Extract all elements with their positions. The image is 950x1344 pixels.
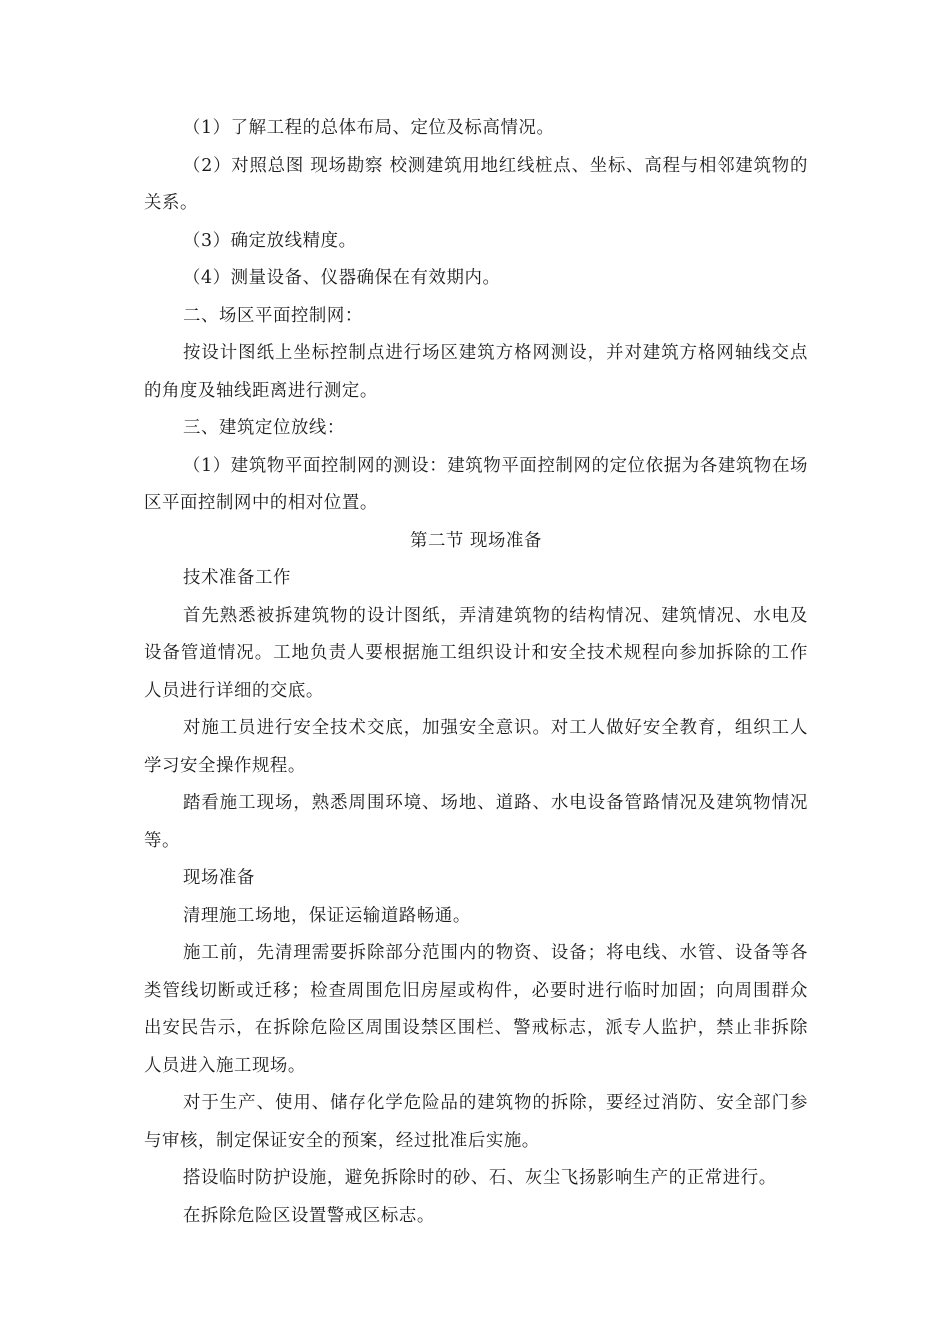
item-3-precision: （3）确定放线精度。 [183,230,357,251]
technical-body-2: 对施工员进行安全技术交底，加强安全意识。对工人做好安全教育，组织工人学习安全操作规程。 [144,718,808,776]
site-body-1: 清理施工场地，保证运输道路畅通。 [183,905,471,926]
section-title: 第二节 现场准备 [409,530,543,551]
control-network-body: 按设计图纸上坐标控制点进行场区建筑方格网测设，并对建筑方格网轴线交点的角度及轴线距离进行测定。 [144,343,808,401]
item-4-instruments: （4）测量设备、仪器确保在有效期内。 [183,268,501,288]
site-body-5: 在拆除危险区设置警戒区标志。 [183,1205,435,1226]
technical-body-1: 首先熟悉被拆建筑物的设计图纸，弄清建筑物的结构情况、建筑情况、水电及设备管道情况。工地负责人要根据施工组织设计和安全技术规程向参加拆除的工作人员进行详细的交底。 [144,605,808,701]
technical-body-3: 踏看施工现场，熟悉周围环境、场地、道路、水电设备管路情况及建筑物情况等。 [144,793,808,851]
heading-positioning: 三、建筑定位放线： [183,418,345,438]
item-1-overall-layout: （1）了解工程的总体布局、定位及标高情况。 [183,118,555,138]
positioning-item-1: （1）建筑物平面控制网的测设：建筑物平面控制网的定位依据为各建筑物在场区平面控制网中的相对位置。 [144,455,808,513]
document-page [144,110,808,1235]
site-body-3: 对于生产、使用、储存化学危险品的建筑物的拆除，要经过消防、安全部门参与审核，制定保证安全的预案，经过批准后实施。 [144,1093,808,1151]
heading-control-network: 二、场区平面控制网： [183,305,363,326]
site-body-4: 搭设临时防护设施，避免拆除时的砂、石、灰尘飞扬影响生产的正常进行。 [183,1168,777,1188]
subheading-technical: 技术准备工作 [183,568,291,588]
subheading-site: 现场准备 [183,868,255,888]
site-body-2: 施工前，先清理需要拆除部分范围内的物资、设备；将电线、水管、设备等各类管线切断或迁移；检查周围危旧房屋或构件，必要时进行临时加固；向周围群众出安民告示，在拆除危险区周围设禁区围栏、警戒标志，派专人监护，禁止非拆除人员进入施工现场。 [144,943,808,1076]
item-2-site-survey: （2）对照总图 现场勘察 校测建筑用地红线桩点、坐标、高程与相邻建筑物的关系。 [144,155,808,213]
